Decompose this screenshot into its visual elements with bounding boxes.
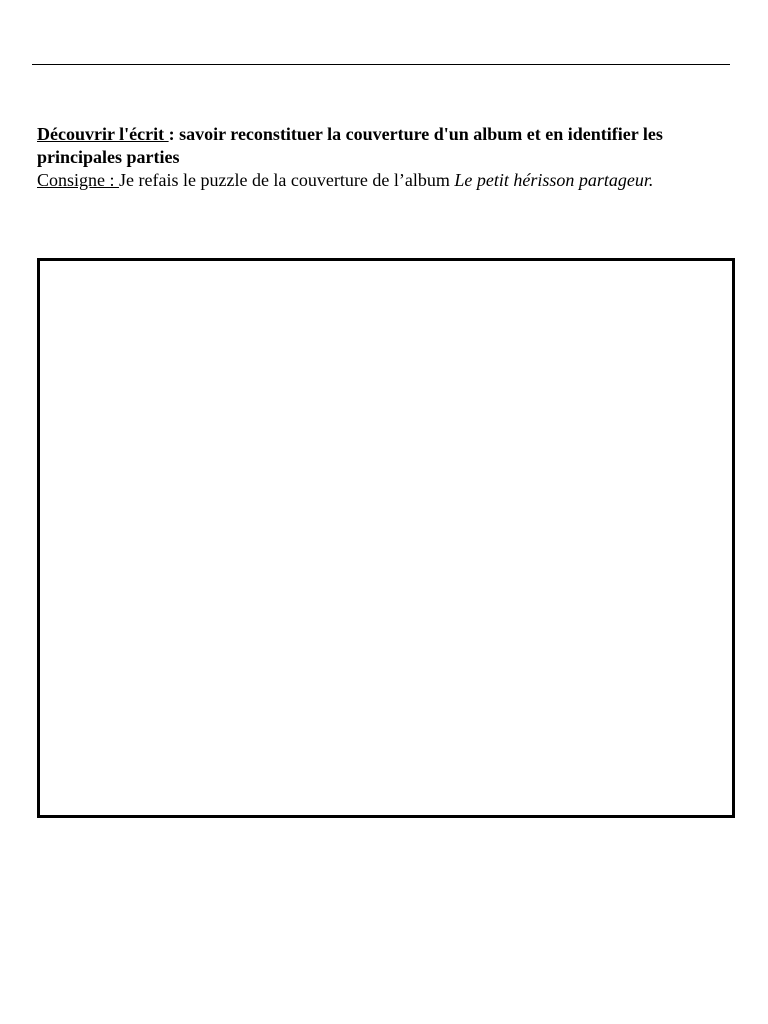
instruction-label: Consigne : xyxy=(37,170,120,190)
instruction-body: Je refais le puzzle de la couverture de l’album xyxy=(119,170,455,190)
objective-heading xyxy=(37,123,737,169)
objective-text: savoir reconstituer la couverture d'un album et en identifier les principales parties xyxy=(37,124,663,167)
objective-separator: : xyxy=(168,124,180,144)
puzzle-frame[interactable] xyxy=(37,258,735,818)
book-title: Le petit hérisson partageur xyxy=(454,170,649,190)
instruction-text xyxy=(37,169,737,192)
top-rule xyxy=(32,64,730,65)
objective-label: Découvrir l'écrit xyxy=(37,124,169,144)
instruction-end: . xyxy=(648,170,654,190)
